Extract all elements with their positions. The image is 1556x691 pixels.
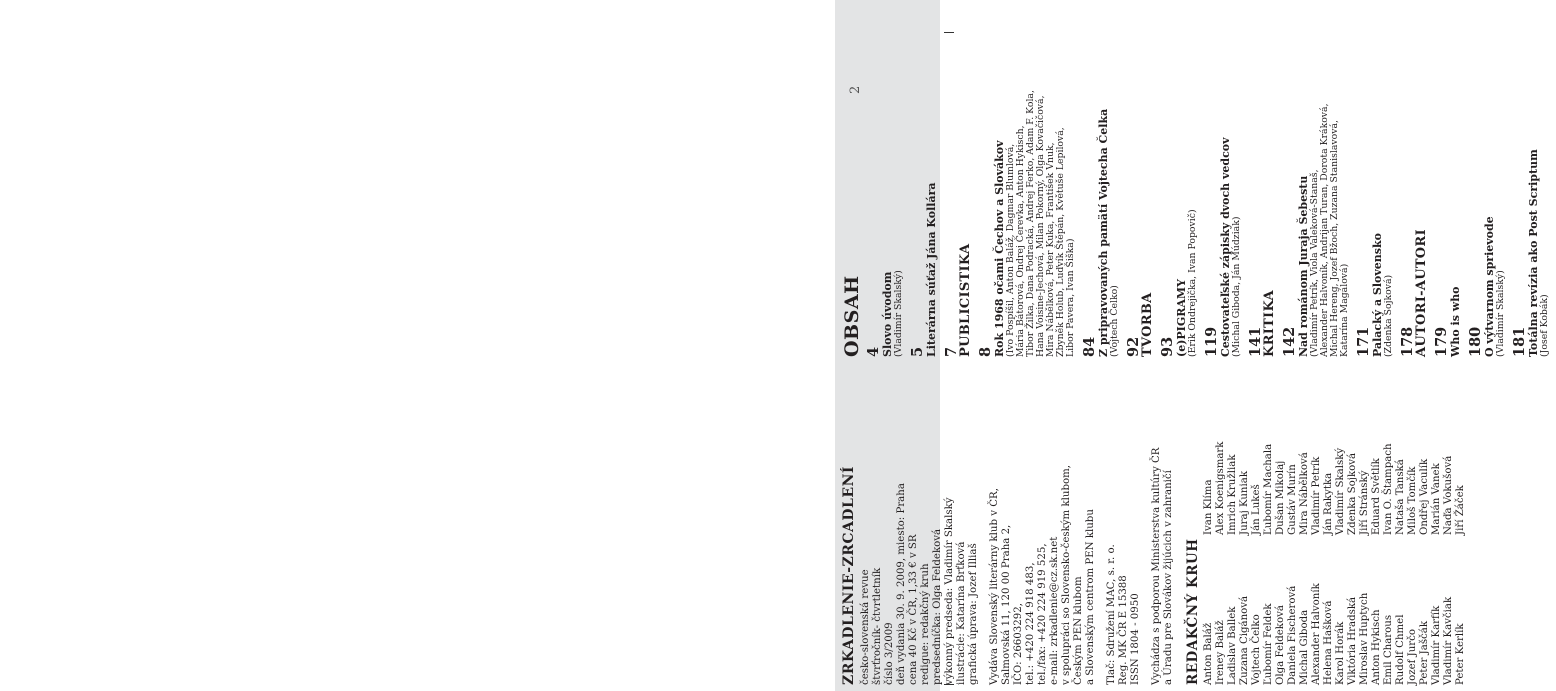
contents-entry-authors: (Michal Giboda, Ján Múdziak) (1231, 216, 1242, 357)
contents-page-number: 141 (1247, 326, 1264, 357)
contents-entry-title: Totálna revízia ako Post Scriptum (1527, 149, 1540, 357)
contents-entry-authors: Alexander Halvoník, Andrijan Turan, Dorota Kráková, (1319, 103, 1330, 357)
colophon-line: tel./fax: +420 224 919 525, (1037, 543, 1048, 685)
editorial-member: Daniela Fischerová (1287, 585, 1298, 685)
editorial-member: Jozef Jurčo (1407, 629, 1418, 685)
colophon-line: a Úradu pre Slovákov žijúcich v zahraničí (1163, 470, 1174, 685)
editorial-member: Zuzana Cigánová (1239, 595, 1250, 685)
contents-entry-title: Cestovateľské zápisky dvoch vedcov (1219, 137, 1232, 357)
editorial-member: Dušan Mikolaj (1275, 460, 1286, 535)
editorial-member: Ľubomír Feldek (1263, 603, 1274, 685)
colophon-line: grafická úprava: Jozef Illiaš (968, 543, 979, 685)
editorial-member: Peter Jaščák (1419, 621, 1430, 685)
contents-page-number: 92 (1125, 336, 1142, 357)
colophon-line: Českým PEN klubom (1073, 576, 1084, 685)
editorial-member: Ján Rakytka (1323, 472, 1334, 535)
colophon-line: Salmovská 11, 120 00 Praha 2, (1001, 524, 1012, 685)
colophon-line: predsedníčka: Olga Feldeková (932, 528, 943, 685)
editorial-member: Vladimír Skalský (1335, 447, 1346, 535)
contents-entry (1204, 3, 1248, 357)
contents-entry-title: (e)PIGRAMY (1175, 279, 1188, 357)
colophon-line: redigue: redakčný kruh (920, 563, 931, 685)
editorial-member: Miloš Tomčík (1407, 466, 1418, 535)
contents-entry-title: Nad románom Juraja Šebestu (1297, 175, 1310, 357)
editorial-member: Viktória Hradská (1347, 596, 1358, 685)
editorial-member: Marián Vanek (1431, 463, 1442, 535)
contents-title: OBSAH (841, 275, 863, 357)
contents-page-number: 5 (909, 346, 926, 357)
colophon-line: česko-slovenská revue (860, 569, 871, 685)
contents-entry (1356, 3, 1400, 357)
contents-entry (1126, 3, 1160, 357)
contents-page-number: 4 (865, 346, 882, 357)
colophon-lines (860, 365, 1175, 685)
contents-entry-title: KRITIKA (1262, 290, 1277, 357)
editorial-member: Vladimír Karfík (1431, 605, 1442, 685)
contents-entry-authors: Hana Voisine-Jechová, Milan Pokorný, Olga Kovačičová, (1035, 95, 1046, 357)
colophon-line: Vychádza s podporou Ministerstva kultúry ČR (1151, 447, 1162, 685)
contents-entry-authors: (Vojtech Čelko) (1109, 285, 1120, 357)
colophon-line: číslo 3/2009 (884, 622, 895, 685)
editorial-member: Peter Kerlík (1455, 623, 1466, 685)
editorial-member: Alex Koenigsmark (1215, 441, 1226, 535)
editorial-member: Jiří Stránský (1359, 470, 1370, 535)
colophon-line: cena 40 Kč v ČR, 1,33 € v SR (908, 534, 919, 685)
contents-page-number: 119 (1203, 326, 1220, 357)
contents-entry-authors: (Zdenka Sojková) (1383, 274, 1394, 357)
contents-entry (944, 3, 978, 357)
colophon-line: v spolupráci so Slovensko-českým klubom, (1061, 465, 1072, 685)
contents-entry-title: AUTORI-AUTORI (1414, 229, 1429, 357)
colophon-line: IČO: 26603292, (1013, 603, 1024, 685)
colophon-line: ISSN 1804 - 0950 (1130, 593, 1141, 685)
editorial-member: Gustáv Murín (1287, 464, 1298, 535)
contents-entry (1282, 3, 1356, 357)
contents-entry-authors: (Vladimír Skalský) (1495, 270, 1506, 357)
colophon (841, 365, 1467, 685)
contents-entry (1160, 3, 1204, 357)
contents-entry (1400, 3, 1434, 357)
colophon-line: e-mail: zrkadlenie@cz.sk.net (1049, 536, 1060, 685)
editorial-board-names (1203, 365, 1467, 685)
editorial-member: Helena Hašková (1323, 600, 1334, 685)
contents-list (866, 3, 1556, 357)
editorial-member: Ivan Klíma (1203, 479, 1214, 535)
contents-entry (866, 3, 910, 357)
contents-page-number: 179 (1433, 326, 1450, 357)
page-number: 2 (848, 85, 863, 94)
contents-entry-title: O výtvarnom sprievode (1483, 216, 1496, 357)
contents-entry (1512, 3, 1556, 357)
contents-entry-authors: (Vladimír Petrík, Viola Valeková-Stanaš, (1309, 169, 1320, 357)
editorial-member: Alexander Halvoník (1311, 583, 1322, 685)
colophon-line: Reg. MK ČR E 15388 (1118, 575, 1129, 685)
editorial-member: Jiří Žáček (1455, 485, 1466, 535)
colophon-line: deň vydania 30. 9. 2009, miesto: Praha (896, 483, 907, 685)
contents-entry-authors: Michal Hereng, Jozef Bžoch, Zuzana Stanislavová, (1329, 120, 1340, 357)
contents-entry-authors: (Josef Kobák) (1539, 294, 1550, 357)
contents-entry-authors: Zbyněk Holub, Luďvík Štěpán, Květuše Lepilová, (1055, 127, 1066, 357)
colophon-title: ZRKADLENIE-ZRCADLENÍ (841, 466, 857, 685)
spacer (980, 365, 989, 685)
editorial-member: Juraj Kuniak (1239, 471, 1250, 535)
contents-page-number: 7 (943, 346, 960, 357)
editorial-member: Ladislav Ballek (1227, 606, 1238, 685)
contents-entry (1082, 3, 1126, 357)
contents-entry-authors: Mira Nábělková, Peter Kuka, František Vnuk, (1045, 142, 1056, 357)
contents-page-number: 84 (1081, 336, 1098, 357)
contents-entry-title: Slovo úvodom (881, 271, 894, 357)
contents-entry-title: Who is who (1449, 286, 1462, 357)
editorial-member: Mira Nábělková (1299, 452, 1310, 535)
colophon-line: výkonný predseda: Vladimír Skalský (944, 497, 955, 685)
contents-entry-title: PUBLICISTIKA (958, 243, 973, 357)
colophon-line: Vydáva Slovenský literárny klub v ČR, (989, 488, 1000, 685)
contents-page-number: 142 (1281, 326, 1298, 357)
contents-entry-title: Palacký a Slovensko (1371, 233, 1384, 357)
editorial-member: Miroslav Huptych (1359, 592, 1370, 685)
colophon-line: ilustrácie: Katarína Brťková (956, 541, 967, 685)
contents-page-number: 93 (1159, 336, 1176, 357)
contents-page-number: 178 (1399, 326, 1416, 357)
spacer (1142, 365, 1151, 685)
contents-entry-title: Rok 1968 očami Čechov a Slovákov (993, 140, 1006, 357)
contents-entry-title: Literárna súťaž Jána Kollára (925, 182, 938, 357)
editorial-member: Vladimír Petrík (1311, 456, 1322, 535)
editorial-member: Ireney Baláž (1215, 620, 1226, 685)
contents-page-number: 180 (1467, 326, 1484, 357)
editorial-member: Naďa Vokušová (1443, 455, 1454, 535)
editorial-member: Rudolf Chmel (1395, 614, 1406, 685)
contents-entry (910, 3, 944, 357)
editorial-member: Ján Lukeš (1251, 484, 1262, 535)
contents-entry (1468, 3, 1512, 357)
editorial-member: Anton Baláž (1203, 622, 1214, 685)
editorial-member: Eduard Světlík (1371, 458, 1382, 535)
editorial-board-title: REDAKČNÝ KRUH (1185, 538, 1201, 685)
editorial-member: Karol Horák (1335, 621, 1346, 685)
contents-entry-authors: Libor Pavera, Ivan Šiška) (1065, 238, 1076, 357)
editorial-member: Michal Giboda (1299, 609, 1310, 685)
editorial-member: Imrich Kružliak (1227, 454, 1238, 535)
contents-entry (978, 3, 1082, 357)
contents-page-number: 171 (1355, 326, 1372, 357)
editorial-member: Anton Hykisch (1371, 609, 1382, 685)
contents-entry-authors: (Ivo Pospíšil, Anton Baláž, Dagmar Blumlová, (1005, 143, 1016, 357)
contents-entry (1434, 3, 1468, 357)
contents-entry (1248, 3, 1282, 357)
contents-entry-title: Z pripravovaných pamätí Vojtecha Čelka (1097, 108, 1110, 357)
spacer (1097, 365, 1106, 685)
contents-entry-authors: Mária Bátorová, Ondrej Čerevka, Anton Hykisch, (1015, 125, 1026, 357)
contents-entry-authors: Tibor Žilka, Dana Podracká, Andrej Ferko, Adam F. Kola, (1025, 90, 1036, 357)
table-of-contents (841, 3, 1556, 357)
editorial-member: Olga Feldeková (1275, 605, 1286, 685)
contents-entry-authors: (Vladimír Skalský) (893, 270, 904, 357)
editorial-member: Ivan O. Štampach (1383, 443, 1394, 535)
contents-page-number: 8 (977, 346, 994, 357)
contents-entry-authors: Katarína Magálová) (1339, 263, 1350, 357)
editorial-member: Ondřej Vaculík (1419, 458, 1430, 535)
contents-entry-authors: (Erik Ondrejička, Ivan Popovič) (1187, 209, 1198, 357)
editorial-member: Ľubomír Machala (1263, 443, 1274, 535)
editorial-member: Nataša Tanská (1395, 459, 1406, 535)
colophon-line: Tlač: Sdružení MAC, s. r. o. (1106, 544, 1117, 685)
contents-page-number: 181 (1511, 326, 1528, 357)
colophon-line: a Slovenským centrom PEN klubu (1085, 509, 1096, 685)
editorial-member: Vladimír Kavčiak (1443, 596, 1454, 685)
contents-entry-title: TVORBA (1140, 292, 1155, 357)
colophon-line: tel.: +420 224 918 483, (1025, 562, 1036, 685)
colophon-line: štvrťročník- čtvrtletník (872, 567, 883, 685)
editorial-member: Vojtech Čelko (1251, 614, 1262, 685)
editorial-member: Zdenka Sojková (1347, 452, 1358, 535)
editorial-member: Emil Charous (1383, 614, 1394, 685)
